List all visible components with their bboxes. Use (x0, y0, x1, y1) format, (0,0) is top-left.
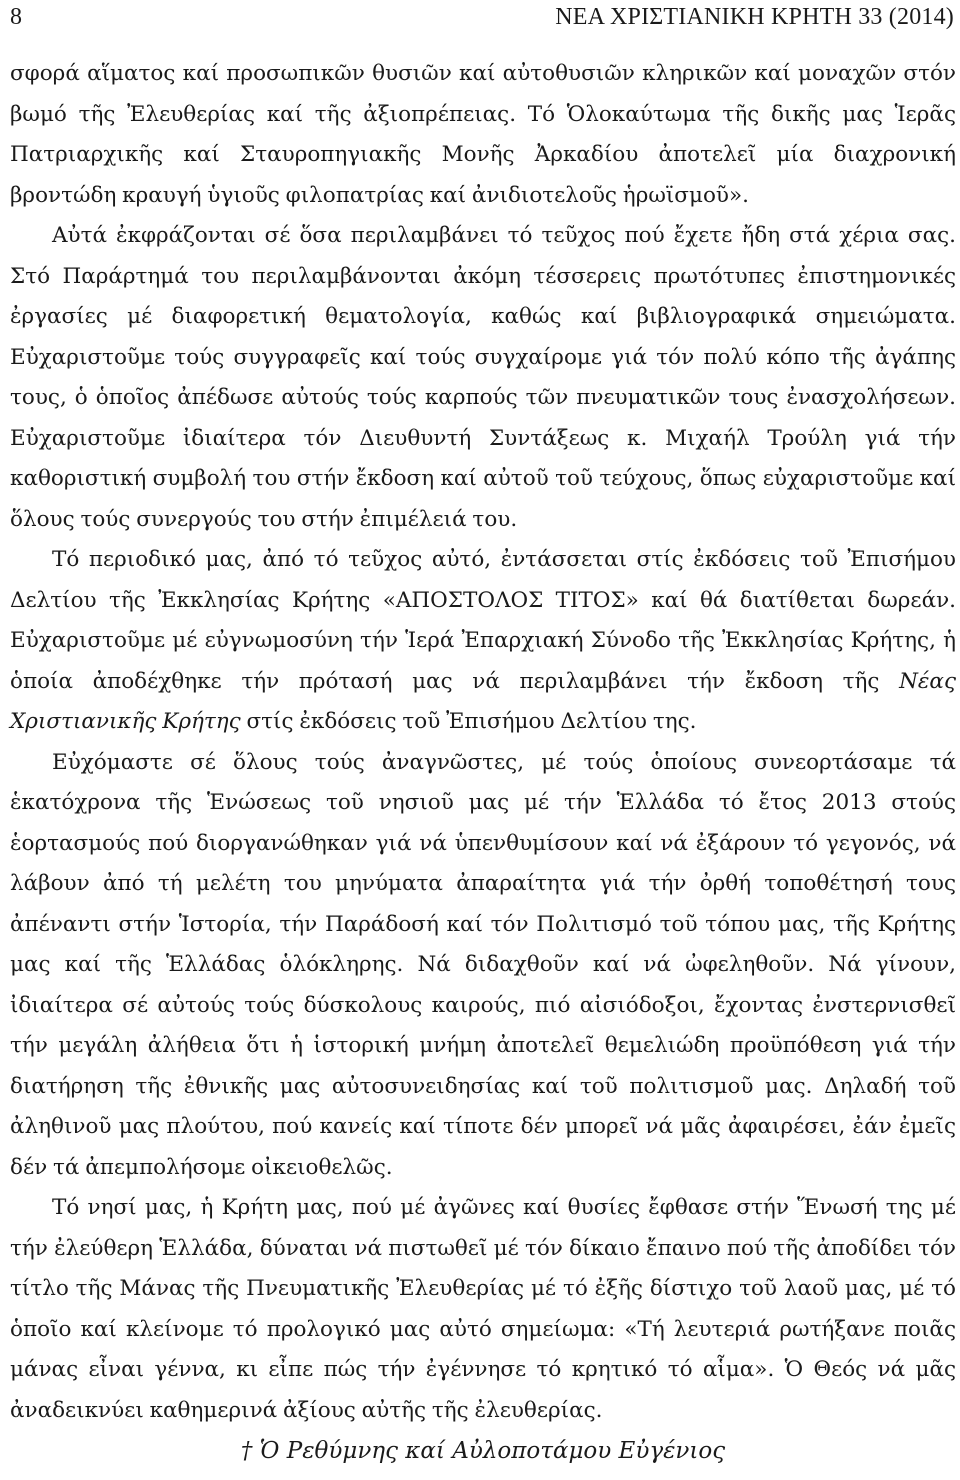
paragraph-3-before: Τό περιοδικό μας, ἀπό τό τεῦχος αὐτό, ἐντάσσεται στίς ἐκδόσεις τοῦ Ἐπισήμου Δελτίου τῆς Ἐκκλησίας Κρήτης «ΑΠΟΣΤΟΛΟΣ ΤΙΤΟΣ» καί θά διατίθεται δωρεάν. Εὐχαριστοῦμε μέ εὐγνωμοσύνη τήν Ἱερά Ἐπαρχιακή Σύνοδο τῆς Ἐκκλησίας Κρήτης, ἡ ὁποία ἀποδέχθηκε τήν πρότασή μας νά περιλαμβάνει τήν ἔκδοση τῆς (10, 547, 956, 694)
document-page (10, 0, 956, 1480)
paragraph-3 (10, 540, 956, 743)
body-text (10, 54, 956, 1431)
page-number: 8 (10, 4, 23, 30)
page-header (10, 4, 956, 34)
paragraph-5: Τό νησί μας, ἡ Κρήτη μας, πού μέ ἀγῶνες καί θυσίες ἔφθασε στήν Ἕνωσή της μέ τήν ἐλεύθερη Ἑλλάδα, δύναται νά πιστωθεῖ μέ τόν δίκαιο ἔπαινο πού τῆς ἀποδίδει τόν τίτλο τῆς Μάνας τῆς Πνευματικῆς Ἐλευθερίας μέ τό ἐξῆς δίστιχο τοῦ λαοῦ μας, μέ τό ὁποῖο καί κλείνομε τό προλογικό μας αὐτό σημείωμα: «Τή λευτεριά ρωτήξανε ποιᾶς μάνας εἶναι γέννα, κι εἶπε πώς τήν ἐγέννησε τό κρητικό τό αἷμα». Ὁ Θεός νά μᾶς ἀναδεικνύει καθημερινά ἀξίους αὐτῆς τῆς ἐλευθερίας. (10, 1195, 956, 1423)
signature: † Ὁ Ρεθύμνης καί Αὐλοποτάμου Εὐγένιος (240, 1438, 726, 1464)
running-title: ΝΕΑ ΧΡΙΣΤΙΑΝΙΚΗ ΚΡΗΤΗ 33 (2014) (555, 4, 954, 30)
paragraph-3-after: στίς ἐκδόσεις τοῦ Ἐπισήμου Δελτίου της. (240, 709, 697, 734)
paragraph-1: σφορά αἵματος καί προσωπικῶν θυσιῶν καί αὐτοθυσιῶν κληρικῶν καί μοναχῶν στόν βωμό τῆς Ἐλευθερίας καί τῆς ἀξιοπρέπειας. Τό Ὁλοκαύτωμα τῆς δικῆς μας Ἱερᾶς Πατριαρχικῆς καί Σταυροπηγιακῆς Μονῆς Ἀρκαδίου ἀποτελεῖ μία διαχρονική βροντώδη κραυγή ὑγιοῦς φιλοπατρίας καί ἀνιδιοτελοῦς ἡρωϊσμοῦ». (10, 61, 956, 208)
paragraph-4: Εὐχόμαστε σέ ὅλους τούς ἀναγνῶστες, μέ τούς ὁποίους συνεορτάσαμε τά ἑκατόχρονα τῆς Ἑνώσεως τοῦ νησιοῦ μας μέ τήν Ἑλλάδα τό ἔτος 2013 στούς ἑορτασμούς πού διοργανώθηκαν γιά νά ὑπενθυμίσουν καί νά ἐξάρουν τό γεγονός, νά λάβουν ἀπό τή μελέτη του μηνύματα ἀπαραίτητα γιά τήν ὀρθή τοποθέτησή τους ἀπέναντι στήν Ἱστορία, τήν Παράδοσή καί τόν Πολιτισμό τοῦ τόπου μας, τῆς Κρήτης μας καί τῆς Ἑλλάδας ὁλόκληρης. Νά διδαχθοῦν καί νά ὠφεληθοῦν. Νά γίνουν, ἰδιαίτερα σέ αὐτούς τούς δύσκολους καιρούς, πιό αἰσιόδοξοι, ἔχοντας ἐνστερνισθεῖ τήν μεγάλη ἀλήθεια ὅτι ἡ ἱστορική μνήμη ἀποτελεῖ θεμελιώδη προϋπόθεση γιά τήν διατήρηση τῆς ἐθνικῆς μας αὐτοσυνειδησίας καί τοῦ πολιτισμοῦ μας. Δηλαδή τοῦ ἀληθινοῦ μας πλούτου, πού κανείς καί τίποτε δέν μπορεῖ νά μᾶς ἀφαιρέσει, ἐάν ἐμεῖς δέν τά ἀπεμπολήσομε οἰκειοθελῶς. (10, 749, 956, 1180)
journal-title-italic: Νέας Χριστιανικῆς Κρήτης (10, 668, 956, 734)
paragraph-2: Αὐτά ἐκφράζονται σέ ὅσα περιλαμβάνει τό τεῦχος πού ἔχετε ἤδη στά χέρια σας. Στό Παράρτημά του περιλαμβάνονται ἀκόμη τέσσερεις πρωτότυπες ἐπιστημονικές ἐργασίες μέ διαφορετική θεματολογία, καθώς καί βιβλιογραφικά σημειώματα. Εὐχαριστοῦμε τούς συγγραφεῖς καί τούς συγχαίρομε γιά τόν πολύ κόπο τῆς ἀγάπης τους, ὁ ὁποῖος ἀπέδωσε αὐτούς τούς καρπούς τῶν πνευματικῶν τους ἐνασχολήσεων. Εὐχαριστοῦμε ἰδιαίτερα τόν Διευθυντή Συντάξεως κ. Μιχαήλ Τρούλη γιά τήν καθοριστική συμβολή του στήν ἔκδοση καί αὐτοῦ τοῦ τεύχους, ὅπως εὐχαριστοῦμε καί ὅλους τούς συνεργούς του στήν ἐπιμέλειά του. (10, 223, 956, 532)
